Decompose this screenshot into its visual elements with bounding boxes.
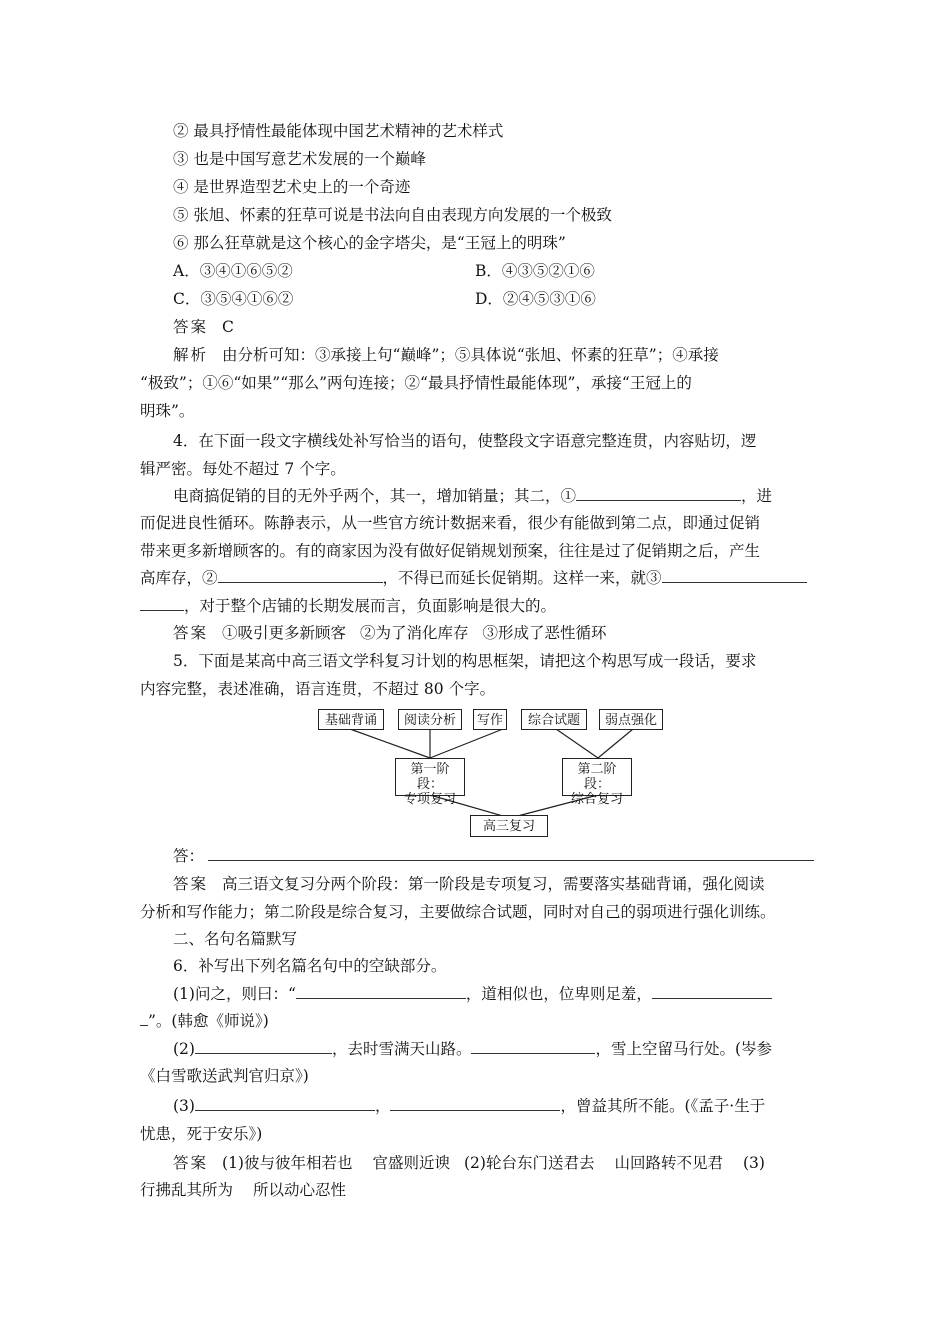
item-text: ，去时雪满天山路。 bbox=[331, 1040, 472, 1058]
q5-answer-blank[interactable] bbox=[208, 844, 814, 861]
answer-item: (3) bbox=[742, 1154, 765, 1172]
item-text: (1)问之，则曰：“ bbox=[173, 985, 296, 1003]
answer-item: 行拂乱其所为 bbox=[140, 1181, 234, 1199]
review-plan-diagram bbox=[310, 705, 670, 840]
answer-value: C bbox=[222, 318, 234, 336]
answer-item: 官盛则近谀 bbox=[372, 1154, 450, 1172]
q4-passage-line-1 bbox=[173, 483, 813, 510]
answer-item: (1)彼与彼年相若也 bbox=[222, 1154, 353, 1172]
passage-text: ，不得已而延长促销期。这样一来，就③ bbox=[382, 569, 662, 587]
item-text: (3) bbox=[173, 1097, 195, 1115]
answer-item: ③形成了恶性循环 bbox=[482, 624, 607, 642]
q3-item-4: ④ 是世界造型艺术史上的一个奇迹 bbox=[173, 178, 411, 196]
answer-label: 答案 bbox=[173, 1154, 209, 1172]
q3-answer bbox=[173, 314, 813, 341]
q3-analysis-line-2: “极致”；①⑥“如果”“那么”两句连接；②“最具抒情性最能体现”，承接“王冠上的 bbox=[140, 374, 692, 392]
q6-stem: 6．补写出下列名篇名句中的空缺部分。 bbox=[173, 957, 447, 975]
q6-item-2-cont: 《白雪歌送武判官归京》) bbox=[140, 1067, 309, 1085]
answer-item: 所以动心忍性 bbox=[253, 1181, 347, 1199]
q4-passage-line-5 bbox=[140, 593, 812, 620]
stage-2-subtitle: 综合复习 bbox=[570, 792, 623, 807]
item-text: ，曾益其所不能。(《孟子·生于 bbox=[560, 1097, 766, 1115]
box-stage-2 bbox=[562, 758, 632, 807]
q3-analysis-line-1 bbox=[173, 342, 813, 369]
q6-blank-2[interactable] bbox=[652, 982, 772, 999]
stage-1-title: 第一阶段： bbox=[410, 762, 450, 792]
answer-label: 答案 bbox=[173, 624, 209, 642]
passage-text: 电商搞促销的目的无外乎两个，其一，增加销量；其二，① bbox=[173, 487, 577, 505]
answer-item: (2)轮台东门送君去 bbox=[464, 1154, 595, 1172]
q6-blank-1[interactable] bbox=[296, 982, 466, 999]
answer-prompt: 答： bbox=[173, 847, 205, 865]
q6-blank-4[interactable] bbox=[471, 1037, 595, 1054]
q4-stem-line-1: 4．在下面一段文字横线处补写恰当的语句，使整段文字语意完整连贯，内容贴切，逻 bbox=[173, 432, 757, 450]
q6-item-3-cont: 忧患，死于安乐》) bbox=[140, 1125, 263, 1143]
q6-item-3 bbox=[173, 1093, 813, 1120]
answer-item: ②为了消化库存 bbox=[360, 624, 469, 642]
q5-stem-line-1: 5．下面是某高中高三语文学科复习计划的构思框架，请把这个构思写成一段话，要求 bbox=[173, 652, 757, 670]
q4-passage-line-4 bbox=[140, 565, 812, 592]
q6-item-1-cont bbox=[140, 1008, 812, 1035]
blank-3-continued[interactable] bbox=[140, 594, 184, 611]
box-root: 高三复习 bbox=[470, 815, 548, 837]
section-2-title: 二、名句名篇默写 bbox=[173, 930, 298, 948]
q3-item-6: ⑥ 那么狂草就是这个核心的金字塔尖，是“王冠上的明珠” bbox=[173, 234, 566, 252]
q5-answer-line-2: 分析和写作能力；第二阶段是综合复习，主要做综合试题，同时对自己的弱项进行强化训练。 bbox=[140, 903, 776, 921]
q6-item-2 bbox=[173, 1036, 813, 1063]
q6-blank-2-continued[interactable] bbox=[140, 1009, 148, 1026]
q3-item-2: ② 最具抒情性最能体现中国艺术精神的艺术样式 bbox=[173, 122, 504, 140]
q3-option-c: C．③⑤④①⑥② bbox=[173, 290, 294, 308]
box-stage-1 bbox=[395, 758, 465, 807]
q6-item-1 bbox=[173, 981, 813, 1008]
q5-stem-line-2: 内容完整，表述准确，语言连贯，不超过 80 个字。 bbox=[140, 680, 496, 698]
analysis-text: 由分析可知：③承接上句“巅峰”；⑤具体说“张旭、怀素的狂草”；④承接 bbox=[222, 346, 719, 364]
blank-1[interactable] bbox=[576, 484, 741, 501]
item-text: ”。(韩愈《师说》) bbox=[148, 1012, 269, 1030]
q3-option-d: D．②④⑤③①⑥ bbox=[475, 290, 596, 308]
q3-item-3: ③ 也是中国写意艺术发展的一个巅峰 bbox=[173, 150, 426, 168]
answer-text: 高三语文复习分两个阶段：第一阶段是专项复习，需要落实基础背诵，强化阅读 bbox=[222, 875, 765, 893]
blank-3[interactable] bbox=[662, 566, 807, 583]
passage-text: ，进 bbox=[741, 487, 773, 505]
q3-analysis-line-3: 明珠”。 bbox=[140, 402, 195, 420]
box-weakness-strengthening: 弱点强化 bbox=[599, 709, 663, 730]
analysis-label: 解析 bbox=[173, 346, 209, 364]
q3-option-b: B．④③⑤②①⑥ bbox=[475, 262, 595, 280]
item-text: ，雪上空留马行处。(岑参 bbox=[595, 1040, 773, 1058]
stage-1-subtitle: 专项复习 bbox=[403, 792, 456, 807]
box-basic-recitation: 基础背诵 bbox=[318, 709, 384, 730]
box-reading-analysis: 阅读分析 bbox=[398, 709, 462, 730]
q5-answer-line bbox=[173, 843, 813, 870]
blank-2[interactable] bbox=[218, 566, 383, 583]
answer-label: 答案 bbox=[173, 875, 209, 893]
q4-passage-line-2: 而促进良性循环。陈静表示，从一些官方统计数据来看，很少有能做到第二点，即通过促销 bbox=[140, 514, 761, 532]
q4-answer bbox=[173, 620, 813, 647]
item-text: ， bbox=[374, 1097, 391, 1115]
q6-blank-3[interactable] bbox=[195, 1037, 332, 1054]
box-writing: 写作 bbox=[473, 709, 507, 730]
q3-option-a: A．③④①⑥⑤② bbox=[173, 262, 293, 280]
q4-stem-line-2: 辑严密。每处不超过 7 个字。 bbox=[140, 460, 346, 478]
box-comprehensive-exercises: 综合试题 bbox=[521, 709, 587, 730]
q6-blank-5[interactable] bbox=[195, 1094, 375, 1111]
answer-item: ①吸引更多新顾客 bbox=[222, 624, 347, 642]
q6-answer-line-1 bbox=[173, 1150, 813, 1177]
stage-2-title: 第二阶段： bbox=[577, 762, 617, 792]
q6-answer-line-2 bbox=[140, 1177, 812, 1204]
item-text: ，道相似也，位卑则足羞， bbox=[465, 985, 652, 1003]
answer-item: 山回路转不见君 bbox=[614, 1154, 723, 1172]
answer-label: 答案 bbox=[173, 318, 209, 336]
q3-item-5: ⑤ 张旭、怀素的狂草可说是书法向自由表现方向发展的一个极致 bbox=[173, 206, 612, 224]
q5-answer-line-1 bbox=[173, 871, 813, 898]
passage-text: ，对于整个店铺的长期发展而言，负面影响是很大的。 bbox=[184, 597, 557, 615]
item-text: (2) bbox=[173, 1040, 195, 1058]
q6-blank-6[interactable] bbox=[390, 1094, 560, 1111]
passage-text: 高库存，② bbox=[140, 569, 218, 587]
q4-passage-line-3: 带来更多新增顾客的。有的商家因为没有做好促销规划预案，往往是过了促销期之后，产生 bbox=[140, 542, 761, 560]
